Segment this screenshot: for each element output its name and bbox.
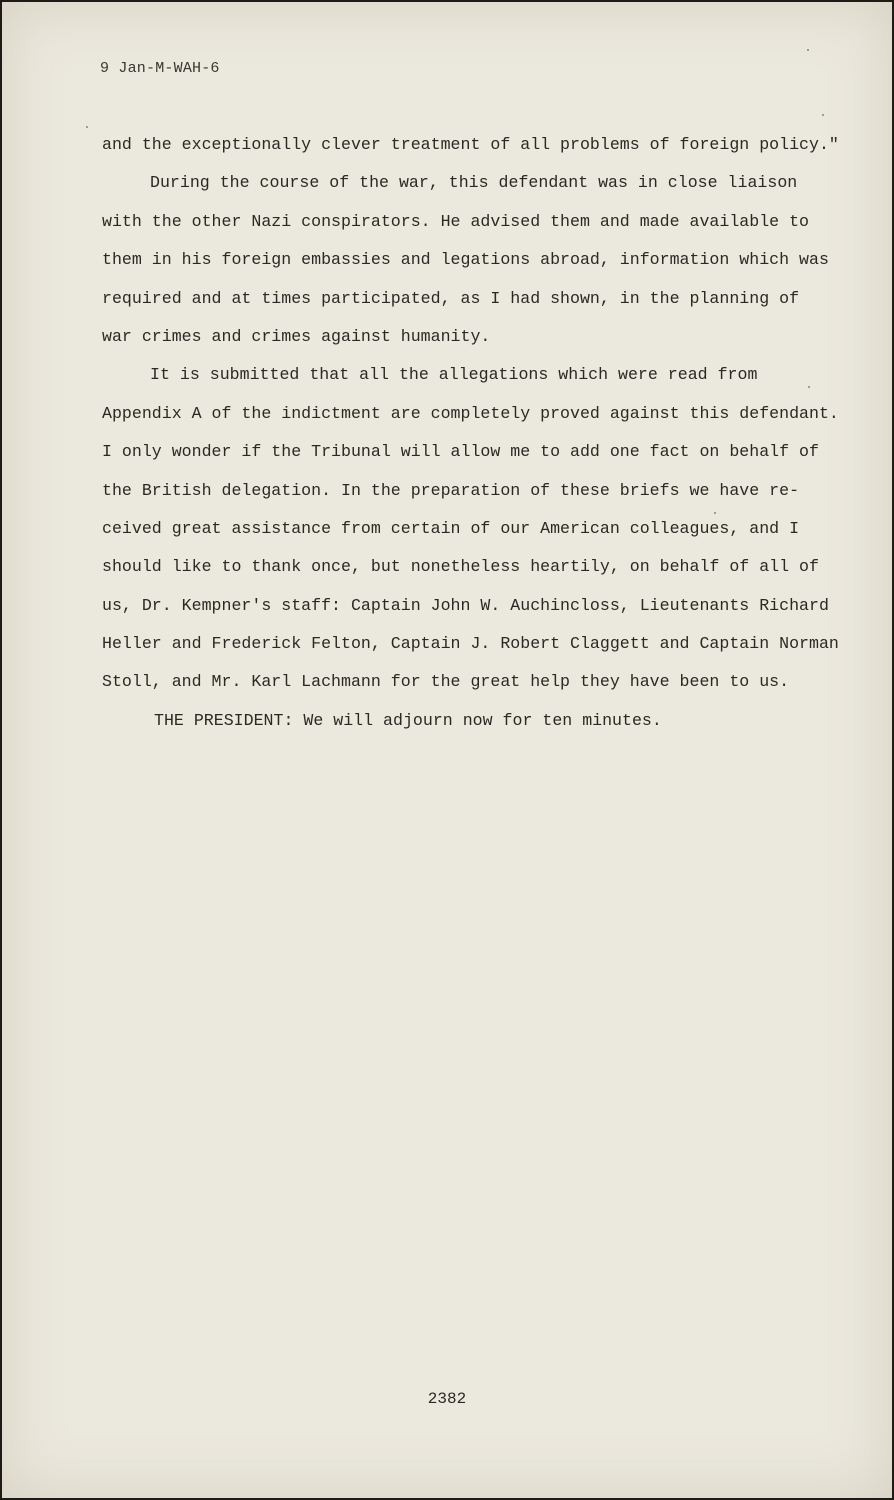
text-line: ceived great assistance from certain of our American colleagues, and I [102,518,800,538]
text-line: Heller and Frederick Felton, Captain J. Robert Claggett and Captain Norman [102,634,839,654]
text-line: should like to thank once, but nonetheless heartily, on behalf of all of [102,557,819,577]
document-reference: 9 Jan-M-WAH-6 [100,60,220,77]
text-line: us, Dr. Kempner's staff: Captain John W. Auchincloss, Lieutenants Richard [102,595,829,615]
text-line: required and at times participated, as I had shown, in the planning of [102,288,800,308]
text-line: with the other Nazi conspirators. He advised them and made available to [102,211,810,231]
page-number: 2382 [427,1390,467,1408]
paper-speck [807,49,809,51]
text-line: them in his foreign embassies and legations abroad, information which was [102,250,829,270]
speaker-line: THE PRESIDENT: We will adjourn now for ten minutes. [154,710,662,730]
text-line: During the course of the war, this defendant was in close liaison [150,173,798,193]
paper-speck [714,512,716,514]
paper-speck [822,114,824,116]
paper-speck [86,126,88,128]
paragraph [102,132,839,170]
text-line: Stoll, and Mr. Karl Lachmann for the great help they have been to us. [102,672,790,692]
text-line: Appendix A of the indictment are completely proved against this defendant. [102,403,839,423]
text-line: and the exceptionally clever treatment of all problems of foreign policy." [102,135,839,154]
transcript-body [102,132,839,746]
text-line: It is submitted that all the allegations which were read from [150,365,758,385]
text-line: war crimes and crimes against humanity. [102,326,491,346]
text-line: I only wonder if the Tribunal will allow me to add one fact on behalf of [102,442,819,462]
text-line: the British delegation. In the preparation of these briefs we have re- [102,480,800,500]
speaker-paragraph [102,708,832,746]
paragraph [102,170,832,362]
paragraph [102,362,839,708]
paper-speck [808,386,810,388]
